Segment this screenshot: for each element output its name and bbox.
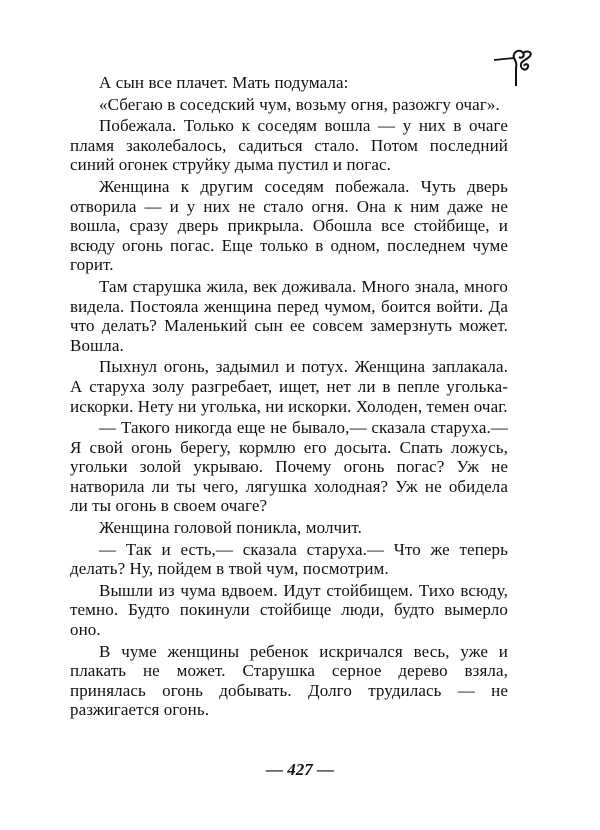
paragraph: Там старушка жила, век доживала. Много знала, много видела. Постояла женщина перед чумом, боится войти. Да что делать? Маленький сын ее совсем замерзнуть может. Вошла.	[70, 276, 508, 355]
text-column	[70, 73, 508, 722]
paragraph: Женщина к другим соседям побежала. Чуть дверь отворила — и у них не стало огня. Она к ним даже не вошла, сразу дверь прикрыла. Обошла все стойбище, и всюду огонь погас. Еще только в одном, последнем чуме горит.	[70, 176, 508, 275]
paragraph: — Так и есть,— сказала старуха.— Что же теперь делать? Ну, пойдем в твой чум, посмотрим.	[70, 539, 508, 579]
paragraph: — Такого никогда еще не бывало,— сказала старуха.— Я свой огонь берегу, кормлю его досыта. Спать ложусь, угольки золой укрываю. Почему огонь погас? Уж не натворила ли ты чего, лягушка холодная? Уж не обидела ли ты огонь в своем очаге?	[70, 418, 508, 516]
paragraph: Побежала. Только к соседям вошла — у них в очаге пламя заколебалось, садиться стало. Потом последний синий огонек струйку дыма пустил и погас.	[70, 116, 508, 175]
paragraph: «Сбегаю в соседский чум, возьму огня, разожгу очаг».	[99, 94, 500, 114]
paragraph: А сын все плачет. Мать подумала:	[99, 73, 349, 92]
page-number: — 427 —	[266, 760, 334, 779]
paragraph: Женщина головой поникла, молчит.	[99, 518, 363, 538]
paragraph: Вышли из чума вдвоем. Идут стойбищем. Тихо всюду, темно. Будто покинули стойбище люди, будто вымерло оно.	[70, 580, 508, 640]
paragraph: В чуме женщины ребенок искричался весь, уже и плакать не может. Старушка серное дерево взяла, принялась огонь добывать. Долго трудилась — не разжигается огонь.	[70, 641, 508, 720]
paragraph: Пыхнул огонь, задымил и потух. Женщина заплакала. А старуха золу разгребает, ищет, нет ли в пепле уголька-искорки. Нету ни уголька, ни искорки. Холоден, темен очаг.	[70, 357, 508, 416]
